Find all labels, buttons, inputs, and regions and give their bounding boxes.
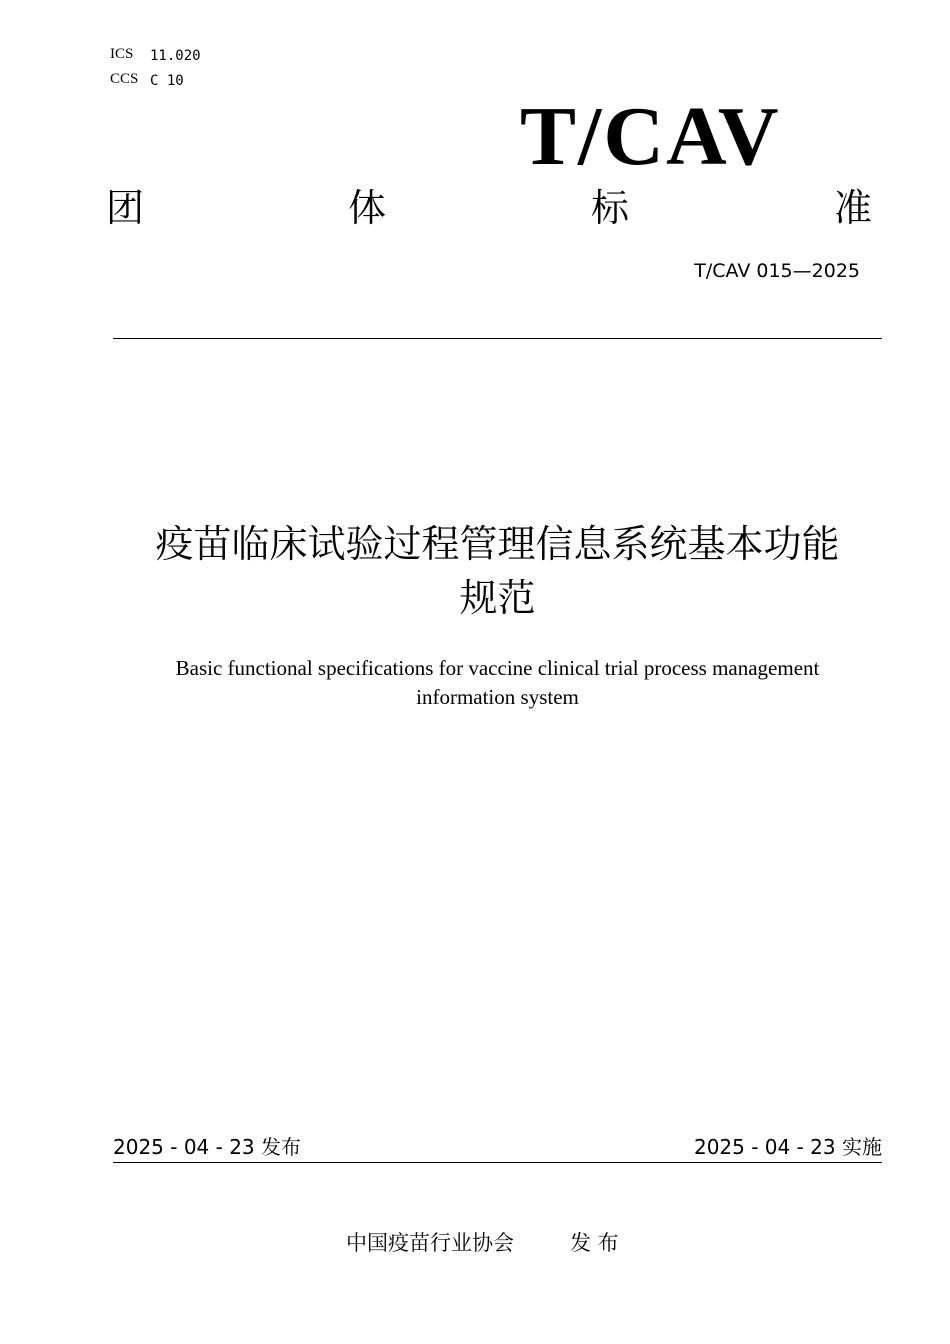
category-char-1: 团 bbox=[106, 186, 145, 230]
title-cn-line2: 规范 bbox=[459, 576, 536, 620]
category-char-3: 标 bbox=[591, 186, 630, 230]
title-cn-line1: 疫苗临床试验过程管理信息系统基本功能 bbox=[155, 522, 840, 566]
title-en-line1: Basic functional specifications for vaccine clinical trial process management bbox=[175, 656, 820, 680]
tcav-logo: T/CAV bbox=[520, 90, 781, 183]
ccs-label: CCS bbox=[110, 71, 139, 87]
publisher-action: 发 布 bbox=[570, 1231, 619, 1255]
implement-date: 2025 - 04 - 23 实施 bbox=[693, 1135, 882, 1159]
publisher-name: 中国疫苗行业协会 bbox=[346, 1231, 514, 1255]
category-char-2: 体 bbox=[348, 186, 387, 230]
ics-label: ICS bbox=[110, 46, 134, 62]
ics-value: 11.020 bbox=[150, 48, 201, 64]
footer-divider bbox=[113, 1162, 882, 1163]
category-char-4: 准 bbox=[834, 186, 873, 230]
standard-code: T/CAV 015—2025 bbox=[694, 260, 860, 282]
ccs-value: C 10 bbox=[150, 73, 184, 89]
header-divider bbox=[113, 338, 882, 339]
title-en-line2: information system bbox=[416, 685, 579, 709]
issue-date: 2025 - 04 - 23 发布 bbox=[113, 1135, 302, 1159]
